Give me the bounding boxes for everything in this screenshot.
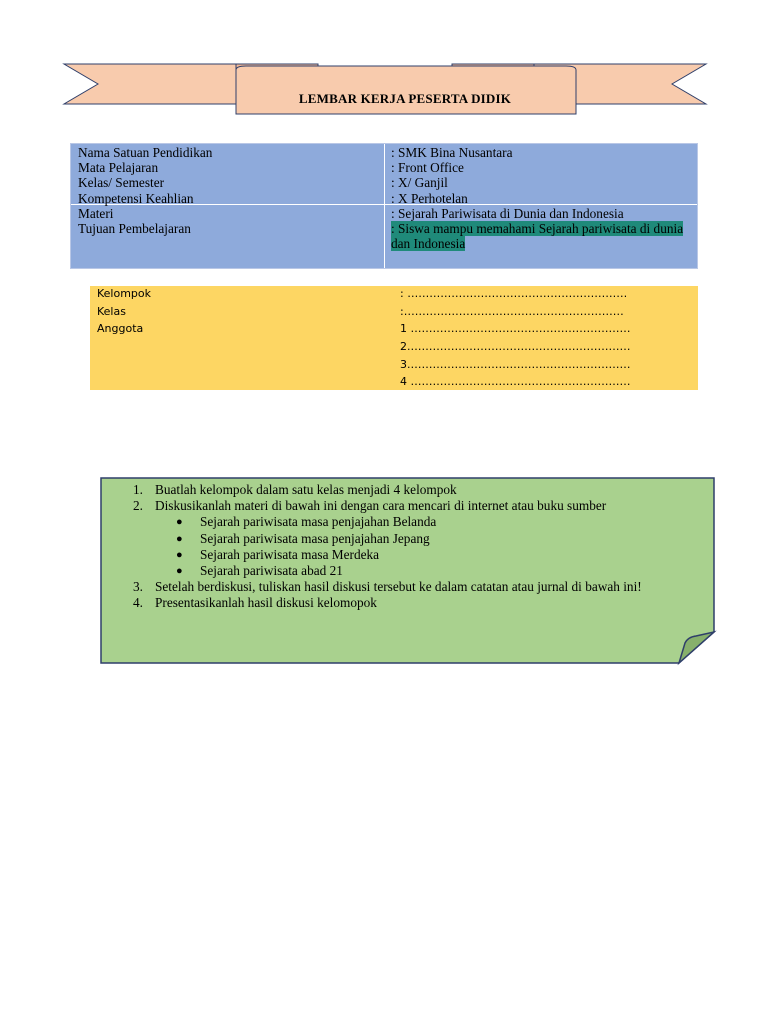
list-number: 3.: [133, 579, 143, 595]
value-subject: : Front Office: [391, 160, 464, 176]
list-number: 1.: [133, 482, 143, 497]
label-school: Nama Satuan Pendidikan: [78, 145, 213, 160]
value-school: : SMK Bina Nusantara: [391, 145, 513, 160]
table-divider: [384, 144, 385, 268]
value-objective: [391, 221, 693, 251]
page-title: LEMBAR KERJA PESERTA DIDIK: [298, 91, 512, 106]
fill-line-member-2: 2.……………………………………………………: [400, 340, 631, 353]
fill-line-class: :……………………………………………………: [400, 305, 624, 318]
bullet-icon: ●: [176, 516, 183, 529]
label-objective: Tujuan Pembelajaran: [78, 221, 191, 237]
label-class: Kelas/ Semester: [78, 175, 165, 191]
list-number: 2.: [133, 498, 143, 514]
info-table: [70, 143, 698, 269]
fill-line-member-4: 4 ……………………………………………………: [400, 375, 631, 388]
task-text: Diskusikanlah materi di bawah ini dengan cara mencari di internet atau buku sumber: [155, 498, 607, 514]
list-item: [100, 595, 705, 611]
label-competency: Kompetensi Keahlian: [78, 190, 194, 206]
sub-list-item: [100, 563, 705, 579]
value-competency: : X Perhotelan: [391, 190, 468, 206]
label-members: Anggota: [97, 322, 144, 335]
list-number: 4.: [133, 595, 143, 611]
bullet-icon: ●: [176, 565, 183, 578]
list-item: [100, 579, 705, 595]
sub-list-item: [100, 514, 705, 530]
subtask-text: Sejarah pariwisata masa penjajahan Jepang: [200, 530, 430, 546]
label-group-class: Kelas: [97, 305, 126, 318]
ribbon-shape: [60, 60, 710, 120]
fill-line-member-1: 1 ……………………………………………………: [400, 322, 631, 335]
task-note: [100, 477, 718, 667]
highlighted-objective: : Siswa mampu memahami Sejarah pariwisata di dunia dan Indonesia: [391, 221, 684, 252]
subtask-text: Sejarah pariwisata masa Merdeka: [200, 546, 380, 562]
sub-list-item: [100, 547, 705, 563]
task-text: Buatlah kelompok dalam satu kelas menjadi 4 kelompok: [155, 482, 457, 497]
sub-list-item: [100, 531, 705, 547]
bullet-icon: ●: [176, 532, 183, 545]
label-subject: Mata Pelajaran: [78, 160, 159, 176]
bullet-icon: ●: [176, 548, 183, 561]
list-item: [100, 498, 705, 514]
task-list: [100, 482, 705, 612]
label-material: Materi: [78, 205, 114, 221]
fill-line-member-3: 3.……………………………………………………: [400, 358, 631, 371]
list-item: [100, 482, 705, 498]
task-text: Presentasikanlah hasil diskusi kelomopok: [155, 595, 377, 611]
task-text: Setelah berdiskusi, tuliskan hasil diskusi tersebut ke dalam catatan atau jurnal di bawah ini!: [155, 579, 642, 595]
label-group: Kelompok: [97, 287, 152, 300]
subtask-text: Sejarah pariwisata masa penjajahan Belanda: [200, 514, 437, 530]
title-banner: [60, 60, 710, 120]
value-class: : X/ Ganjil: [391, 175, 448, 191]
group-box: [90, 286, 698, 390]
value-material: : Sejarah Pariwisata di Dunia dan Indonesia: [391, 205, 624, 221]
subtask-text: Sejarah pariwisata abad 21: [200, 563, 343, 579]
fill-line-group: : ……………………………………………………: [400, 287, 628, 300]
